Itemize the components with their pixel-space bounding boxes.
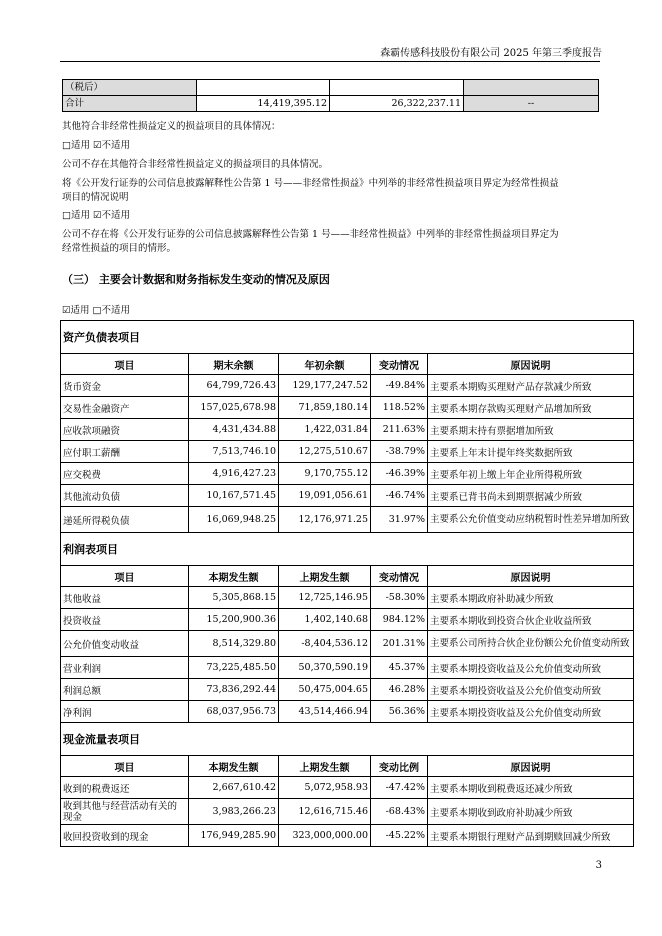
paragraph-line: 项目的情况说明 bbox=[62, 192, 129, 203]
current-value: 8,514,329.80 bbox=[189, 631, 279, 657]
change-percent: 45.37% bbox=[371, 657, 428, 679]
column-header: 本期发生额 bbox=[189, 756, 279, 777]
applicability-indicator: □适用 ☑不适用 bbox=[62, 140, 131, 151]
total-ytd: 26,322,237.11 bbox=[330, 96, 464, 112]
section-title: （三） 主要会计数据和财务指标发生变动的情况及原因 bbox=[62, 273, 330, 286]
current-value: 2,667,610.42 bbox=[189, 777, 279, 799]
reason-text: 主要系本期购买理财产品存款减少所致 bbox=[428, 375, 634, 397]
table-row bbox=[61, 507, 634, 533]
group-title: 利润表项目 bbox=[61, 533, 634, 566]
current-value: 4,431,434.88 bbox=[189, 419, 279, 441]
changes-table bbox=[60, 320, 634, 847]
total-note: -- bbox=[464, 96, 599, 112]
table-row bbox=[61, 587, 634, 609]
group-title: 现金流量表项目 bbox=[61, 723, 634, 756]
paragraph-other-items: 其他符合非经常性损益定义的损益项目的具体情况： bbox=[62, 121, 281, 132]
current-value: 73,225,485.50 bbox=[189, 657, 279, 679]
reason-text: 主要系本期投资收益及公允价值变动所致 bbox=[428, 657, 634, 679]
change-percent: -38.79% bbox=[371, 441, 428, 463]
change-percent: 118.52% bbox=[371, 397, 428, 419]
current-value: 3,983,266.23 bbox=[189, 799, 279, 825]
change-percent: -58.30% bbox=[371, 587, 428, 609]
item-name: 收到的税费返还 bbox=[61, 777, 189, 799]
prior-value: -8,404,536.12 bbox=[279, 631, 371, 657]
prior-value: 12,275,510.67 bbox=[279, 441, 371, 463]
paragraph-line: 公司不存在将《公开发行证券的公司信息披露解释性公告第 1 号——非经常性损益》中列举的非经常性损益项目界定为 bbox=[62, 229, 559, 240]
current-value: 157,025,678.98 bbox=[189, 397, 279, 419]
prior-value: 50,370,590.19 bbox=[279, 657, 371, 679]
table-row bbox=[61, 463, 634, 485]
item-name: 交易性金融资产 bbox=[61, 397, 189, 419]
page-number: 3 bbox=[595, 860, 602, 871]
reason-text: 主要系本期存款购买理财产品增加所致 bbox=[428, 397, 634, 419]
item-name: 应付职工薪酬 bbox=[61, 441, 189, 463]
reason-text: 主要系本期收到税费返还减少所致 bbox=[428, 777, 634, 799]
column-header: 项目 bbox=[61, 566, 189, 587]
reason-text: 主要系公允价值变动应纳税暂时性差异增加所致 bbox=[428, 507, 634, 533]
change-percent: 201.31% bbox=[371, 631, 428, 657]
table-row bbox=[61, 631, 634, 657]
column-header: 上期发生额 bbox=[279, 566, 371, 587]
table-row bbox=[61, 799, 634, 825]
header-divider bbox=[60, 61, 600, 62]
group-title-row bbox=[61, 723, 634, 756]
item-name: 利润总额 bbox=[61, 679, 189, 701]
reason-text: 主要系期末持有票据增加所致 bbox=[428, 419, 634, 441]
table-row bbox=[61, 701, 634, 723]
cell-value bbox=[330, 80, 464, 96]
prior-value: 1,402,140.68 bbox=[279, 609, 371, 631]
cell-value bbox=[197, 80, 330, 96]
column-header: 年初余额 bbox=[279, 354, 371, 375]
current-value: 7,513,746.10 bbox=[189, 441, 279, 463]
column-header: 上期发生额 bbox=[279, 756, 371, 777]
change-percent: 211.63% bbox=[371, 419, 428, 441]
item-name: 其他收益 bbox=[61, 587, 189, 609]
column-header: 变动情况 bbox=[371, 354, 428, 375]
paragraph-line: 将《公开发行证券的公司信息披露解释性公告第 1 号——非经常性损益》中列举的非经常性损益项目界定为经常性损益 bbox=[62, 178, 559, 189]
column-header: 变动情况 bbox=[371, 566, 428, 587]
reason-text: 主要系本期收到投资合伙企业收益所致 bbox=[428, 609, 634, 631]
column-header: 项目 bbox=[61, 756, 189, 777]
reason-text: 主要系本期收到政府补助减少所致 bbox=[428, 799, 634, 825]
column-header: 本期发生额 bbox=[189, 566, 279, 587]
change-percent: -47.42% bbox=[371, 777, 428, 799]
item-name: 公允价值变动收益 bbox=[61, 631, 189, 657]
item-name: 投资收益 bbox=[61, 609, 189, 631]
current-value: 64,799,726.43 bbox=[189, 375, 279, 397]
group-title-row bbox=[61, 533, 634, 566]
prior-value: 9,170,755.12 bbox=[279, 463, 371, 485]
prior-value: 12,176,971.25 bbox=[279, 507, 371, 533]
paragraph-no-reclassification bbox=[62, 228, 598, 256]
table-row bbox=[61, 375, 634, 397]
current-value: 5,305,868.15 bbox=[189, 587, 279, 609]
item-name: 收到其他与经营活动有关的现金 bbox=[61, 799, 189, 825]
change-percent: 56.36% bbox=[371, 701, 428, 723]
item-name: 递延所得税负债 bbox=[61, 507, 189, 533]
total-row bbox=[63, 96, 599, 112]
applicability-indicator: ☑适用 □不适用 bbox=[62, 305, 131, 316]
group-title: 资产负债表项目 bbox=[61, 321, 634, 354]
reason-text: 主要系本期政府补助减少所致 bbox=[428, 587, 634, 609]
column-header: 原因说明 bbox=[428, 354, 634, 375]
prior-value: 12,616,715.46 bbox=[279, 799, 371, 825]
non-recurring-summary-table bbox=[62, 79, 599, 112]
prior-value: 19,091,056.61 bbox=[279, 485, 371, 507]
reason-text: 主要系本期投资收益及公允价值变动所致 bbox=[428, 701, 634, 723]
table-row bbox=[61, 657, 634, 679]
total-label: 合计 bbox=[63, 96, 197, 112]
paragraph-no-other-items: 公司不存在其他符合非经常性损益定义的损益项目的具体情况。 bbox=[62, 159, 329, 170]
change-percent: -45.22% bbox=[371, 825, 428, 847]
current-value: 15,200,900.36 bbox=[189, 609, 279, 631]
table-row bbox=[61, 825, 634, 847]
reason-text: 主要系本期银行理财产品到期赎回减少所致 bbox=[428, 825, 634, 847]
table-row bbox=[61, 679, 634, 701]
paragraph-reclassification bbox=[62, 177, 598, 205]
change-percent: 46.28% bbox=[371, 679, 428, 701]
header-row bbox=[61, 566, 634, 587]
cell-value bbox=[464, 80, 599, 96]
change-percent: 31.97% bbox=[371, 507, 428, 533]
column-header: 变动比例 bbox=[371, 756, 428, 777]
table-row bbox=[61, 397, 634, 419]
paragraph-line: 经常性损益的项目的情形。 bbox=[62, 243, 177, 254]
item-name: 营业利润 bbox=[61, 657, 189, 679]
table-row bbox=[61, 485, 634, 507]
column-header: 期末余额 bbox=[189, 354, 279, 375]
column-header: 原因说明 bbox=[428, 756, 634, 777]
prior-value: 12,725,146.95 bbox=[279, 587, 371, 609]
current-value: 73,836,292.44 bbox=[189, 679, 279, 701]
total-current: 14,419,395.12 bbox=[197, 96, 330, 112]
item-name: 应收款项融资 bbox=[61, 419, 189, 441]
group-title-row bbox=[61, 321, 634, 354]
prior-value: 50,475,004.65 bbox=[279, 679, 371, 701]
current-value: 16,069,948.25 bbox=[189, 507, 279, 533]
column-header: 项目 bbox=[61, 354, 189, 375]
reason-text: 主要系公司所持合伙企业份额公允价值变动所致 bbox=[428, 631, 634, 657]
prior-value: 5,072,958.93 bbox=[279, 777, 371, 799]
change-percent: -68.43% bbox=[371, 799, 428, 825]
prior-value: 71,859,180.14 bbox=[279, 397, 371, 419]
table-row bbox=[63, 80, 599, 96]
prior-value: 323,000,000.00 bbox=[279, 825, 371, 847]
table-row bbox=[61, 419, 634, 441]
report-header-title: 森霸传感科技股份有限公司 2025 年第三季度报告 bbox=[380, 48, 602, 59]
column-header: 原因说明 bbox=[428, 566, 634, 587]
change-percent: -46.74% bbox=[371, 485, 428, 507]
item-name: 应交税费 bbox=[61, 463, 189, 485]
item-name: 净利润 bbox=[61, 701, 189, 723]
header-row bbox=[61, 756, 634, 777]
current-value: 10,167,571.45 bbox=[189, 485, 279, 507]
reason-text: 主要系已背书尚未到期票据减少所致 bbox=[428, 485, 634, 507]
reason-text: 主要系上年末计提年终奖数据所致 bbox=[428, 441, 634, 463]
prior-value: 1,422,031.84 bbox=[279, 419, 371, 441]
prior-value: 129,177,247.52 bbox=[279, 375, 371, 397]
reason-text: 主要系年初上缴上年企业所得税所致 bbox=[428, 463, 634, 485]
current-value: 176,949,285.90 bbox=[189, 825, 279, 847]
prior-value: 43,514,466.94 bbox=[279, 701, 371, 723]
table-row bbox=[61, 777, 634, 799]
item-name: 收回投资收到的现金 bbox=[61, 825, 189, 847]
current-value: 4,916,427.23 bbox=[189, 463, 279, 485]
current-value: 68,037,956.73 bbox=[189, 701, 279, 723]
table-row bbox=[61, 441, 634, 463]
applicability-indicator: □适用 ☑不适用 bbox=[62, 210, 131, 221]
item-name: 货币资金 bbox=[61, 375, 189, 397]
header-row bbox=[61, 354, 634, 375]
change-percent: -49.84% bbox=[371, 375, 428, 397]
row-label: （税后） bbox=[63, 80, 197, 96]
reason-text: 主要系本期投资收益及公允价值变动所致 bbox=[428, 679, 634, 701]
table-row bbox=[61, 609, 634, 631]
change-percent: -46.39% bbox=[371, 463, 428, 485]
change-percent: 984.12% bbox=[371, 609, 428, 631]
item-name: 其他流动负债 bbox=[61, 485, 189, 507]
